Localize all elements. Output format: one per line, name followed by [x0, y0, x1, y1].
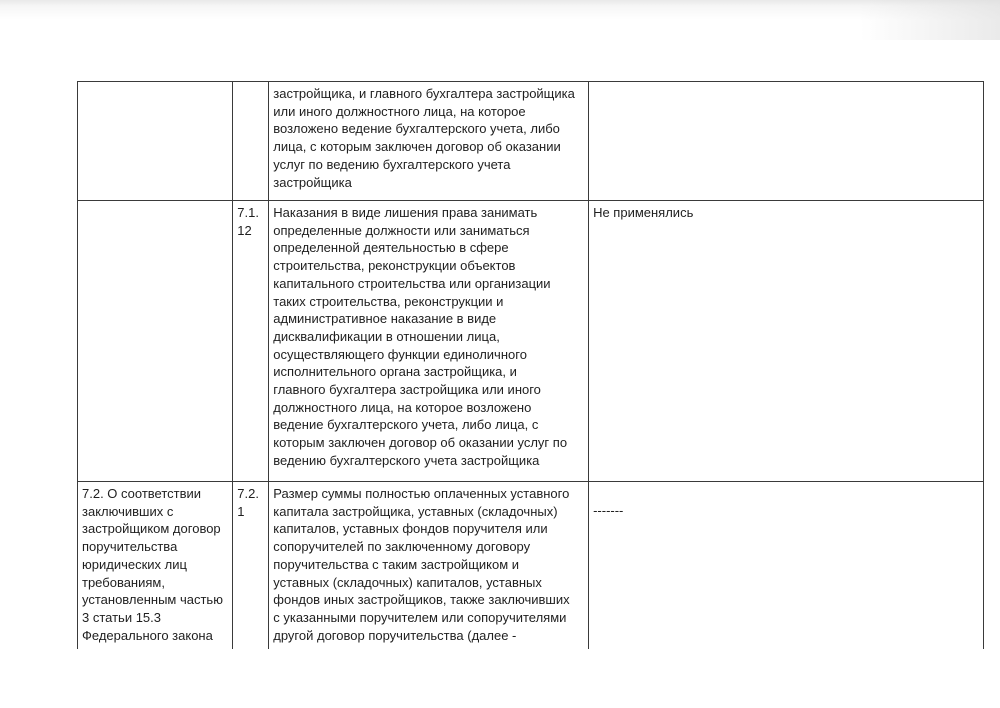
description-text: Размер суммы полностью оплаченных уставного капитала застройщика, уставных (складочных) капиталов, уставных фондов поручителя или сопоручителей по заключенному договору поручительства с таким застройщиком и уставных (складочных) капиталов, уставных фондов иных застройщиков, также заключивших с указанными поручителем или сопоручителями другой договор поручительства (далее -: [273, 486, 570, 643]
section-cell: [78, 201, 233, 482]
scan-top-shadow: [0, 0, 1000, 20]
section-cell: [78, 482, 233, 650]
section-cell: [78, 82, 233, 201]
value-cell: [589, 201, 984, 482]
section-text: 7.2. О соответствии заключивших с застройщиком договор поручительства юридических лиц требованиям, установленным частью 3 статьи 15.3 Федерального закона: [82, 486, 223, 643]
table-row: [78, 482, 984, 650]
item-number-cell: [233, 82, 269, 201]
description-cell: [269, 201, 589, 482]
item-number: 7.2.1: [237, 486, 259, 519]
description-text: застройщика, и главного бухгалтера застройщика или иного должностного лица, на которое возложено ведение бухгалтерского учета, либо лица, с которым заключен договор об оказании услуг по ведению бухгалтерского учета застройщика: [273, 86, 575, 190]
description-text: Наказания в виде лишения права занимать определенные должности или заниматься определенной деятельностью в сфере строительства, реконструкции объектов капитального строительства или организации таких строительства, реконструкции и административное наказание в виде дисквалификации в отношении лица, осуществляющего функции единоличного исполнительного органа застройщика, и главного бухгалтера застройщика или иного должностного лица, на которое возложено ведение бухгалтерского учета, либо лица, с которым заключен договор об оказании услуг по ведению бухгалтерского учета застройщика: [273, 205, 568, 468]
description-cell: [269, 82, 589, 201]
item-number: 7.1.12: [237, 205, 259, 238]
item-number-cell: [233, 201, 269, 482]
value-text: -------: [593, 503, 624, 518]
item-number-cell: [233, 482, 269, 650]
value-cell: [589, 482, 984, 650]
scan-corner-shadow: [860, 0, 1000, 40]
value-cell: [589, 82, 984, 201]
value-text: Не применялись: [593, 205, 694, 220]
description-cell: [269, 482, 589, 650]
disclosure-table: [77, 81, 984, 649]
table-row: [78, 201, 984, 482]
table-row: [78, 82, 984, 201]
